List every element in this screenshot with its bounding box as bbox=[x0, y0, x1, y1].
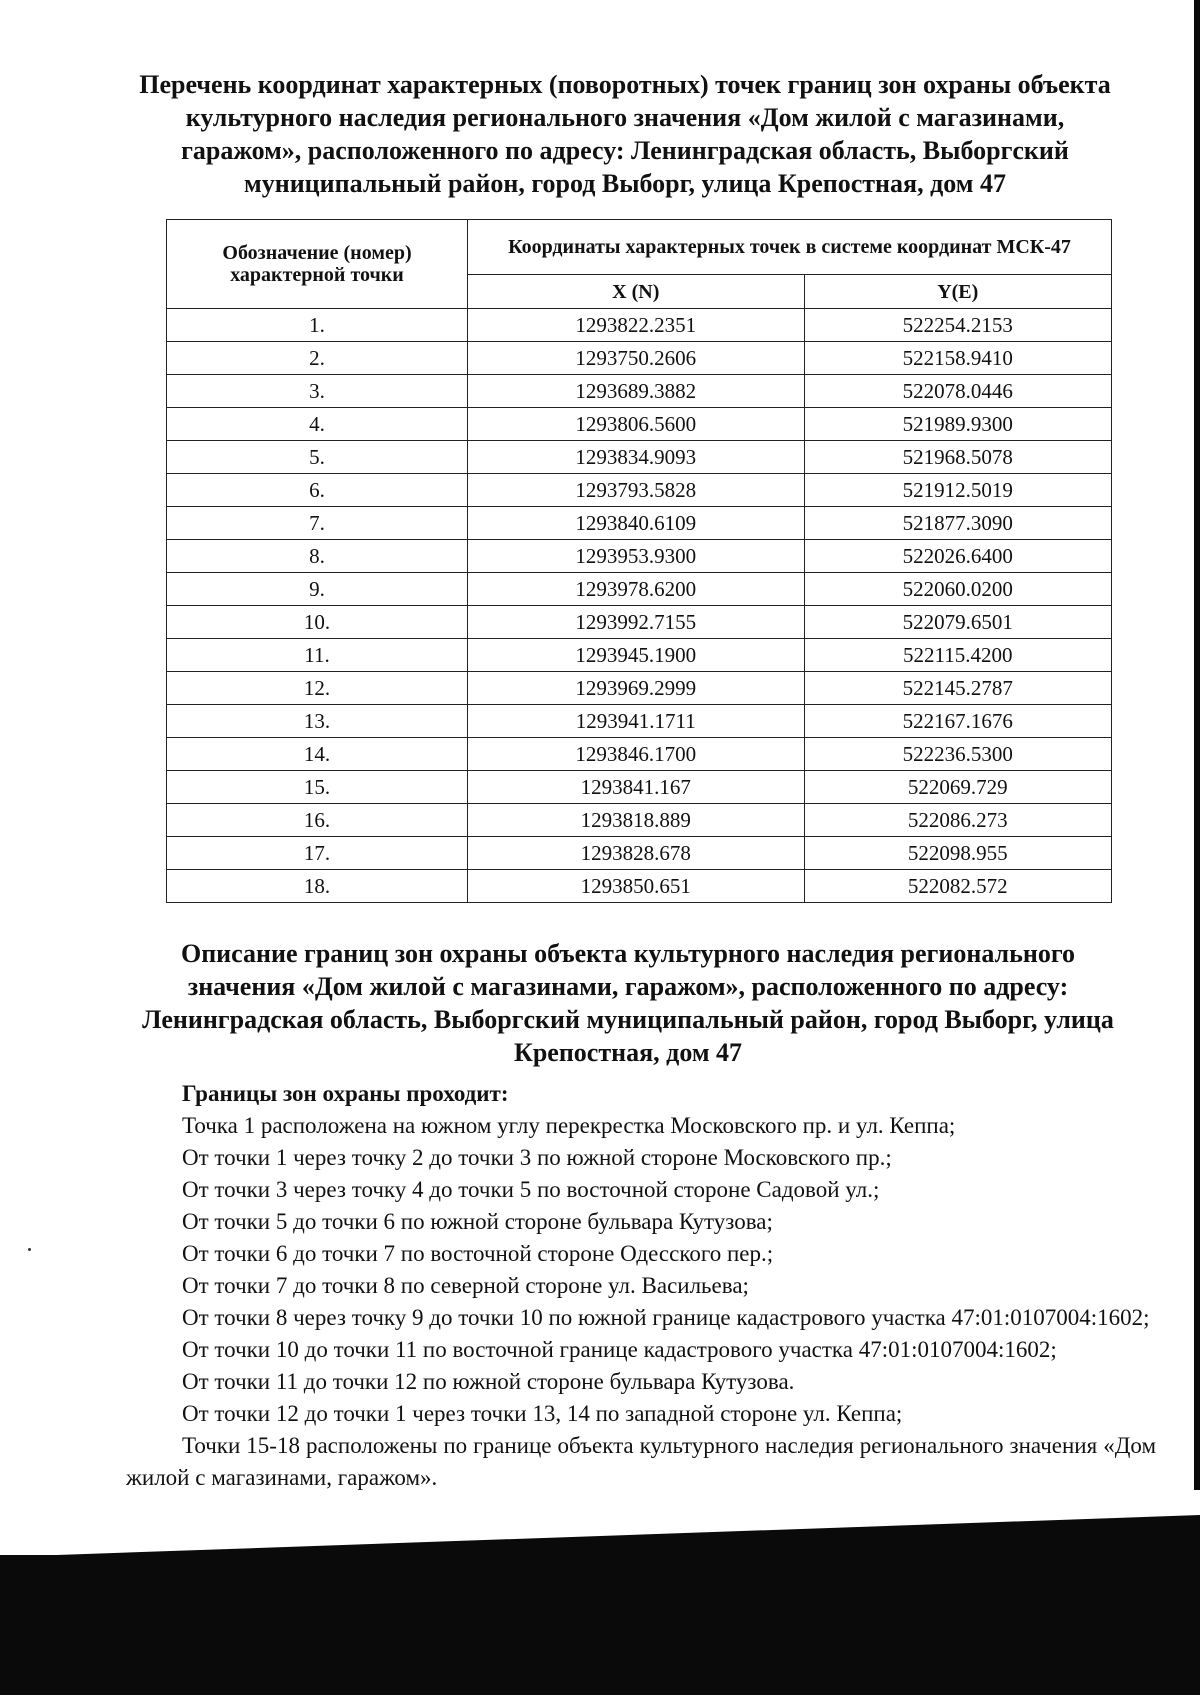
y-column-header: Y(E) bbox=[804, 275, 1112, 309]
x-value: 1293978.6200 bbox=[468, 573, 805, 606]
x-column-header: X (N) bbox=[468, 275, 805, 309]
x-value: 1293822.2351 bbox=[468, 309, 805, 342]
x-value: 1293846.1700 bbox=[468, 738, 805, 771]
description-line: Точки 15-18 расположены по границе объекта культурного наследия регионального значения «Дом жилой с магазинами, гаражом». bbox=[126, 1433, 1156, 1490]
description-line: От точки 1 через точку 2 до точки 3 по южной стороне Московского пр.; bbox=[182, 1145, 892, 1170]
point-number: 5. bbox=[167, 441, 468, 474]
x-value: 1293818.889 bbox=[468, 804, 805, 837]
x-value: 1293828.678 bbox=[468, 837, 805, 870]
coordinates-table bbox=[166, 219, 1112, 903]
table-row bbox=[167, 375, 1112, 408]
point-number: 1. bbox=[167, 309, 468, 342]
table-row bbox=[167, 837, 1112, 870]
table-row bbox=[167, 705, 1112, 738]
x-value: 1293750.2606 bbox=[468, 342, 805, 375]
point-number: 17. bbox=[167, 837, 468, 870]
point-number: 15. bbox=[167, 771, 468, 804]
description-line: От точки 10 до точки 11 по восточной границе кадастрового участка 47:01:0107004:1602; bbox=[182, 1337, 1057, 1362]
point-number: 18. bbox=[167, 870, 468, 903]
y-value: 522060.0200 bbox=[804, 573, 1112, 606]
y-value: 522236.5300 bbox=[804, 738, 1112, 771]
table-row bbox=[167, 771, 1112, 804]
point-number: 10. bbox=[167, 606, 468, 639]
point-number: 6. bbox=[167, 474, 468, 507]
y-value: 522086.273 bbox=[804, 804, 1112, 837]
y-value: 522145.2787 bbox=[804, 672, 1112, 705]
description-line: От точки 11 до точки 12 по южной стороне бульвара Кутузова. bbox=[182, 1369, 795, 1394]
coordinates-system-header: Координаты характерных точек в системе координат МСК-47 bbox=[468, 220, 1112, 275]
point-number: 2. bbox=[167, 342, 468, 375]
y-value: 522082.572 bbox=[804, 870, 1112, 903]
y-value: 522158.9410 bbox=[804, 342, 1112, 375]
point-number: 13. bbox=[167, 705, 468, 738]
y-value: 521877.3090 bbox=[804, 507, 1112, 540]
point-number: 14. bbox=[167, 738, 468, 771]
table-row bbox=[167, 606, 1112, 639]
table-row bbox=[167, 573, 1112, 606]
y-value: 521989.9300 bbox=[804, 408, 1112, 441]
x-value: 1293850.651 bbox=[468, 870, 805, 903]
description-line: От точки 6 до точки 7 по восточной стороне Одесского пер.; bbox=[182, 1241, 774, 1266]
point-number: 12. bbox=[167, 672, 468, 705]
x-value: 1293689.3882 bbox=[468, 375, 805, 408]
point-number: 9. bbox=[167, 573, 468, 606]
table-row bbox=[167, 672, 1112, 705]
y-value: 522098.955 bbox=[804, 837, 1112, 870]
point-number: 16. bbox=[167, 804, 468, 837]
y-value: 522078.0446 bbox=[804, 375, 1112, 408]
table-row bbox=[167, 540, 1112, 573]
point-number: 4. bbox=[167, 408, 468, 441]
x-value: 1293969.2999 bbox=[468, 672, 805, 705]
x-value: 1293945.1900 bbox=[468, 639, 805, 672]
table-row bbox=[167, 441, 1112, 474]
x-value: 1293953.9300 bbox=[468, 540, 805, 573]
y-value: 522115.4200 bbox=[804, 639, 1112, 672]
table-row bbox=[167, 507, 1112, 540]
table-row bbox=[167, 639, 1112, 672]
point-number: 7. bbox=[167, 507, 468, 540]
y-value: 522079.6501 bbox=[804, 606, 1112, 639]
table-row bbox=[167, 408, 1112, 441]
y-value: 521912.5019 bbox=[804, 474, 1112, 507]
y-value: 522254.2153 bbox=[804, 309, 1112, 342]
description-line: От точки 7 до точки 8 по северной стороне ул. Васильева; bbox=[182, 1273, 749, 1298]
point-number: 3. bbox=[167, 375, 468, 408]
point-number-header: Обозначение (номер) характерной точки bbox=[167, 220, 468, 309]
description-lead: Границы зон охраны проходит: bbox=[182, 1081, 509, 1106]
point-number: 8. bbox=[167, 540, 468, 573]
y-value: 522069.729 bbox=[804, 771, 1112, 804]
description-line: От точки 8 через точку 9 до точки 10 по южной границе кадастрового участка 47:01:0107004:1602; bbox=[182, 1305, 1150, 1330]
x-value: 1293941.1711 bbox=[468, 705, 805, 738]
y-value: 521968.5078 bbox=[804, 441, 1112, 474]
y-value: 522026.6400 bbox=[804, 540, 1112, 573]
table-row bbox=[167, 309, 1112, 342]
x-value: 1293841.167 bbox=[468, 771, 805, 804]
boundary-description-title: Описание границ зон охраны объекта культурного наследия регионального значения «Дом жилой с магазинами, гаражом», расположенного по адресу: Ленинградская область, Выборгский муниципальный район, город Выборг, улица Крепостная, дом 47 bbox=[142, 939, 1114, 1067]
table-row bbox=[167, 342, 1112, 375]
x-value: 1293840.6109 bbox=[468, 507, 805, 540]
x-value: 1293992.7155 bbox=[468, 606, 805, 639]
x-value: 1293806.5600 bbox=[468, 408, 805, 441]
coordinates-list-title: Перечень координат характерных (поворотных) точек границ зон охраны объекта культурного наследия регионального значения «Дом жилой с магазинами, гаражом», расположенного по адресу: Ленинградская область, Выборгский муниципальный район, город Выборг, улица Крепостная, дом 47 bbox=[139, 70, 1111, 198]
y-value: 522167.1676 bbox=[804, 705, 1112, 738]
x-value: 1293793.5828 bbox=[468, 474, 805, 507]
description-line: От точки 3 через точку 4 до точки 5 по восточной стороне Садовой ул.; bbox=[182, 1177, 880, 1202]
x-value: 1293834.9093 bbox=[468, 441, 805, 474]
table-row bbox=[167, 804, 1112, 837]
table-row bbox=[167, 738, 1112, 771]
boundary-description bbox=[126, 1078, 1156, 1494]
description-line: Точка 1 расположена на южном углу перекрестка Московского пр. и ул. Кеппа; bbox=[182, 1113, 956, 1138]
description-line: От точки 12 до точки 1 через точки 13, 14 по западной стороне ул. Кеппа; bbox=[182, 1401, 903, 1426]
table-row bbox=[167, 474, 1112, 507]
description-line: От точки 5 до точки 6 по южной стороне бульвара Кутузова; bbox=[182, 1209, 773, 1234]
point-number: 11. bbox=[167, 639, 468, 672]
table-row bbox=[167, 870, 1112, 903]
